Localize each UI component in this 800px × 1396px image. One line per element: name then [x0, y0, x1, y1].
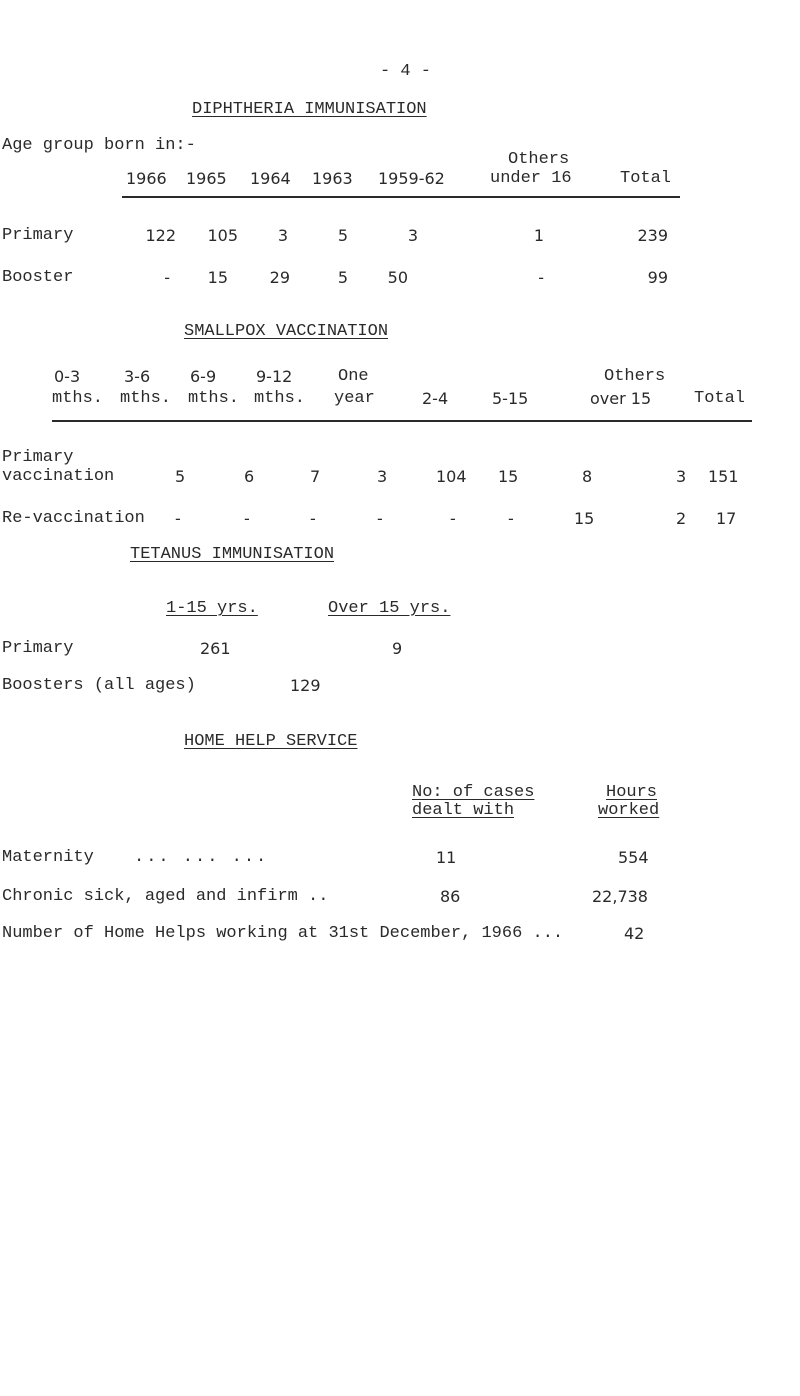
header-cell: year [334, 389, 375, 408]
cases-header: dealt with [412, 801, 515, 820]
cell: - [538, 268, 544, 287]
cell: 7 [310, 467, 321, 486]
cell: 50 [387, 268, 408, 287]
header-cell: mths. [254, 389, 306, 408]
age-group-label: Age group born in:- [2, 136, 196, 155]
header-cell: over 15 [590, 389, 652, 408]
cell: 3 [407, 226, 418, 245]
cell: 554 [618, 848, 649, 867]
cell: 1 [533, 226, 544, 245]
cell: - [310, 509, 316, 528]
cell: - [377, 509, 383, 528]
header-cell: 1964 [250, 169, 291, 188]
tetanus-title: TETANUS IMMUNISATION [130, 545, 335, 564]
cell: - [175, 509, 181, 528]
others-label: Others [508, 150, 570, 169]
header-cell: 6-9 [190, 367, 217, 386]
footer-value: 42 [624, 924, 645, 943]
cell: 8 [582, 467, 593, 486]
row-label: Primary [2, 639, 74, 658]
hours-header: worked [598, 801, 660, 820]
header-rule [52, 420, 752, 422]
header-cell: 2-4 [422, 389, 449, 408]
row-label: Re-vaccination [2, 509, 145, 528]
row-label: Chronic sick, aged and infirm .. [2, 887, 329, 906]
cell: 5 [337, 268, 348, 287]
cell: 86 [440, 887, 461, 906]
cell: 5 [337, 226, 348, 245]
header-cell: 1-15 yrs. [166, 599, 258, 618]
cell: 15 [574, 509, 595, 528]
hours-header: Hours [606, 783, 658, 802]
cell: 105 [207, 226, 238, 245]
header-cell: One [338, 367, 369, 386]
row-label: Primary [2, 226, 74, 245]
cell: 15 [207, 268, 228, 287]
header-cell: 9-12 [256, 367, 293, 386]
header-cell: 1963 [312, 169, 353, 188]
cell: 99 [647, 268, 668, 287]
row-label: Maternity [2, 848, 94, 867]
cell: - [244, 509, 250, 528]
smallpox-title: SMALLPOX VACCINATION [184, 322, 389, 341]
cell: 22,738 [592, 887, 648, 906]
cell: 5 [175, 467, 186, 486]
footer-text: Number of Home Helps working at 31st December, 1966 ... [2, 924, 564, 943]
cell: 2 [676, 509, 687, 528]
header-cell: 1965 [186, 169, 227, 188]
header-cell: mths. [52, 389, 104, 408]
header-cell: Others [604, 367, 666, 386]
cell: 6 [244, 467, 255, 486]
leader-dots: ... ... ... [134, 848, 269, 867]
header-cell: 0-3 [54, 367, 81, 386]
cell: 239 [637, 226, 668, 245]
header-cell: Over 15 yrs. [328, 599, 451, 618]
cell: 129 [290, 676, 321, 695]
header-cell: mths. [120, 389, 172, 408]
cell: 15 [498, 467, 519, 486]
cell: 151 [708, 467, 739, 486]
cell: 104 [436, 467, 467, 486]
row-label: Primary [2, 448, 74, 467]
row-label: vaccination [2, 467, 115, 486]
header-cell: 5-15 [492, 389, 529, 408]
header-cell: 1966 [126, 169, 167, 188]
cell: 11 [436, 848, 457, 867]
header-rule [122, 196, 680, 198]
cell: - [508, 509, 514, 528]
row-label: Boosters (all ages) [2, 676, 196, 695]
cell: 122 [145, 226, 176, 245]
cases-header: No: of cases [412, 783, 535, 802]
header-cell: Total [694, 389, 746, 408]
cell: 3 [277, 226, 288, 245]
cell: - [164, 268, 170, 287]
home-help-title: HOME HELP SERVICE [184, 732, 358, 751]
row-label: Booster [2, 268, 74, 287]
cell: 29 [269, 268, 290, 287]
cell: 9 [392, 639, 403, 658]
cell: - [450, 509, 456, 528]
cell: 17 [716, 509, 737, 528]
header-cell: 3-6 [124, 367, 151, 386]
page-number: - 4 - [380, 62, 432, 81]
cell: 261 [200, 639, 231, 658]
cell: 3 [676, 467, 687, 486]
header-cell: under 16 [490, 169, 572, 188]
header-cell: Total [620, 169, 672, 188]
diphtheria-title: DIPHTHERIA IMMUNISATION [192, 100, 427, 119]
header-cell: mths. [188, 389, 240, 408]
cell: 3 [377, 467, 388, 486]
header-cell: 1959-62 [378, 169, 445, 188]
